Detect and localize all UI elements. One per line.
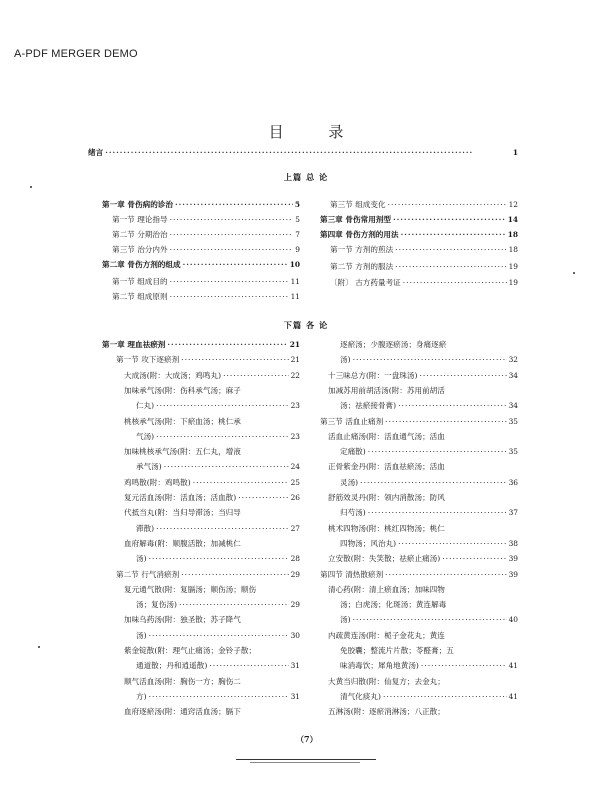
toc-entry-label: 定痛散) xyxy=(340,447,366,457)
toc-entry-label: 汤；复伤汤) xyxy=(136,600,177,610)
scan-speck xyxy=(30,186,32,188)
toc-entry xyxy=(320,660,518,671)
toc-entry-page: 22 xyxy=(290,370,300,380)
toc-entry-page: 24 xyxy=(290,462,300,472)
toc-entry xyxy=(320,477,518,488)
toc-entry-label: 复元活血汤(附：活血汤；活血散) xyxy=(124,493,237,502)
toc-entry-page: 10 xyxy=(289,260,300,269)
toc-entry-label: 第一节 方剂的煎法 xyxy=(330,245,394,254)
dot-leader xyxy=(238,492,288,503)
dot-leader xyxy=(167,339,287,350)
toc-entry xyxy=(320,214,518,225)
toc-entry-label: 桃核承气汤(附：下瘀血汤；桃仁承 xyxy=(124,416,241,426)
toc-entry-page: 18 xyxy=(508,245,518,254)
toc-entry-label: 滞散) xyxy=(136,523,155,533)
dot-leader xyxy=(395,261,506,272)
toc-entry-label: 大成汤(附：大成汤；鸡鸣丸) xyxy=(124,370,222,380)
dot-leader xyxy=(398,538,506,549)
toc-entry xyxy=(102,538,300,549)
toc-entry-label: 第一节 攻下逐瘀剂 xyxy=(116,355,180,365)
toc-entry xyxy=(102,691,300,702)
toc-entry-label: 内疏黄连汤(附：栀子金花丸；黄连 xyxy=(328,630,445,640)
toc-entry xyxy=(320,416,518,427)
toc-entry-label: 第一节 理论指导 xyxy=(112,215,168,224)
toc-entry-page: 12 xyxy=(508,200,518,209)
toc-entry-page: 41 xyxy=(508,691,518,701)
toc-entry-page: 29 xyxy=(290,600,300,610)
toc-entry-label: 十三味总方(附：一盘珠汤) xyxy=(328,370,418,380)
toc-entry-label: 第一节 组成目的 xyxy=(112,277,168,286)
toc-entry-label: 汤) xyxy=(136,554,147,564)
toc-entry-label: 第四节 清热散瘀剂 xyxy=(320,569,384,579)
toc-entry-page: 39 xyxy=(508,569,518,579)
toc-entry xyxy=(320,354,518,365)
toc-entry-label: 第一章 骨伤病的诊治 xyxy=(102,200,173,209)
toc-entry-label: 方) xyxy=(136,691,147,701)
dot-leader xyxy=(223,370,289,381)
dot-leader xyxy=(398,400,506,411)
toc-entry-page: 37 xyxy=(508,508,518,518)
toc-entry-page: 19 xyxy=(508,278,518,287)
toc-entry xyxy=(102,599,300,610)
toc-entry-label: 灵汤) xyxy=(340,477,359,487)
toc-entry xyxy=(102,523,300,534)
dot-leader xyxy=(170,214,294,225)
toc-entry-label: 〔附〕 古方药量考证 xyxy=(330,278,401,287)
dot-leader xyxy=(149,630,289,641)
dot-leader xyxy=(149,553,289,564)
toc-entry xyxy=(102,569,300,580)
toc-entry xyxy=(102,630,300,641)
toc-entry-label: 四物汤；风治丸) xyxy=(340,538,397,548)
toc-entry-label: 汤) xyxy=(340,355,351,365)
dot-leader xyxy=(170,229,294,240)
dot-leader xyxy=(193,477,289,488)
toc-entry xyxy=(320,446,518,457)
toc-entry xyxy=(102,553,300,564)
scan-speck xyxy=(38,646,40,648)
toc-entry-label: 第二节 行气消瘀剂 xyxy=(116,569,180,579)
toc-entry xyxy=(320,339,518,350)
toc-entry-label: 五淋汤(附：逐瘀消淋汤；八正散； xyxy=(328,707,445,717)
toc-entry-label: 第三章 骨伤常用剂型 xyxy=(320,215,391,224)
toc-entry-label: 舒筋效灵丹(附：领内消散汤；防风 xyxy=(328,493,445,502)
dot-leader xyxy=(388,199,507,210)
dot-leader xyxy=(368,446,507,457)
toc-entry-page: 18 xyxy=(507,230,518,239)
toc-entry-label: 逐瘀汤；少腹逐瘀汤；身痛逐瘀 xyxy=(340,340,447,349)
toc-entry xyxy=(102,614,300,625)
toc-entry xyxy=(102,244,300,255)
toc-entry-label: 大黄当归散(附：仙复方；去金丸； xyxy=(328,676,445,686)
toc-entry xyxy=(320,400,518,411)
toc-entry-page: 21 xyxy=(290,355,300,365)
dot-leader xyxy=(170,291,289,302)
dot-leader xyxy=(353,614,507,625)
toc-entry-label: 加味桃核承气汤(附：五仁丸，增液 xyxy=(124,447,241,457)
toc-entry-label: 代抵当丸(附：当归导滞汤；当归导 xyxy=(124,508,241,518)
toc-entry-page: 28 xyxy=(290,554,300,564)
toc-entry xyxy=(102,446,300,457)
toc-entry xyxy=(102,259,300,270)
toc-entry-label: 正骨紫金丹(附：活血祛瘀汤；活血 xyxy=(328,462,445,472)
toc-entry xyxy=(320,244,518,255)
toc-entry xyxy=(102,660,300,671)
toc-entry-label: 通道散；丹和逍遥散) xyxy=(136,661,208,671)
toc-entry-page: 31 xyxy=(290,661,300,671)
page-title: 目 录 xyxy=(268,123,364,141)
dot-leader xyxy=(181,569,288,580)
toc-entry-label: 加味乌药汤(附：独圣散；苏子降气 xyxy=(124,615,241,625)
footer-rule-2 xyxy=(250,762,360,763)
toc-entry-page: 31 xyxy=(290,691,300,701)
toc-entry-page: 11 xyxy=(290,292,300,301)
toc-entry xyxy=(102,492,300,503)
dot-leader xyxy=(442,553,506,564)
toc-entry-page: 14 xyxy=(507,215,518,224)
toc-entry-label: 归芍汤) xyxy=(340,508,366,518)
toc-entry-label: 第四章 骨伤方剂的用法 xyxy=(320,230,399,239)
toc-entry xyxy=(102,370,300,381)
toc-entry-label: 紫金锭散(附：理气止痛汤；金铃子散； xyxy=(124,646,257,655)
toc-entry-label: 第一章 理血祛瘀剂 xyxy=(102,340,166,349)
dot-leader xyxy=(175,199,293,210)
toc-entry xyxy=(320,569,518,580)
toc-entry xyxy=(102,214,300,225)
toc-entry-label: 第二节 组成原则 xyxy=(112,292,168,301)
dot-leader xyxy=(385,416,506,427)
toc-entry-page: 23 xyxy=(290,431,300,441)
dot-leader xyxy=(156,523,288,534)
toc-entry-page: 19 xyxy=(508,262,518,271)
dot-leader xyxy=(401,229,506,240)
toc-entry-label: 汤；祛瘀接骨膏) xyxy=(340,401,397,411)
toc-entry xyxy=(320,385,518,396)
dot-leader xyxy=(395,244,506,255)
toc-entry-label: 第二章 骨伤方剂的组成 xyxy=(102,260,181,269)
dot-leader xyxy=(170,244,294,255)
toc-entry xyxy=(320,706,518,717)
toc-entry xyxy=(320,277,518,288)
toc-entry-label: 清气化痰丸) xyxy=(340,691,381,701)
toc-entry-page: 5 xyxy=(295,215,300,224)
dot-leader xyxy=(209,660,288,671)
toc-entry-label: 第二节 分期治治 xyxy=(112,230,168,239)
toc-entry-page: 41 xyxy=(508,661,518,671)
dot-leader xyxy=(183,259,288,270)
toc-entry xyxy=(102,645,300,656)
toc-entry xyxy=(320,199,518,210)
toc-entry xyxy=(102,229,300,240)
toc-entry xyxy=(102,385,300,396)
dot-leader xyxy=(419,370,506,381)
toc-entry xyxy=(88,147,518,158)
toc-entry xyxy=(320,370,518,381)
toc-entry-label: 活血止痛汤(附：活血通气汤；活血 xyxy=(328,431,445,441)
toc-entry-page: 40 xyxy=(508,615,518,625)
toc-entry-label: 顺气活血汤(附：胸伤一方；胸伤二 xyxy=(124,676,241,686)
dot-leader xyxy=(156,431,288,442)
toc-entry xyxy=(320,645,518,656)
toc-entry-label: 第三节 组成变化 xyxy=(330,200,386,209)
toc-entry-label: 复元通气散(附：复膈汤；顺伤汤；顺伤 xyxy=(124,584,257,594)
dot-leader xyxy=(105,147,511,158)
toc-entry-label: 第三节 活血止痛剂 xyxy=(320,416,384,426)
toc-entry-label: 承气汤) xyxy=(136,462,162,472)
dot-leader xyxy=(149,691,289,702)
toc-entry xyxy=(102,354,300,365)
toc-entry xyxy=(320,584,518,595)
toc-entry xyxy=(102,416,300,427)
toc-entry-page: 7 xyxy=(295,230,300,239)
toc-entry-label: 血府逐瘀汤(附：通窍活血汤；膈下 xyxy=(124,707,241,717)
toc-entry-page: 9 xyxy=(295,245,300,254)
toc-entry-page: 29 xyxy=(290,569,300,579)
page-folio: （7） xyxy=(296,734,318,744)
toc-entry-label: 汤；白虎汤；化斑汤；黄连解毒 xyxy=(340,600,447,610)
dot-leader xyxy=(368,507,507,518)
toc-entry xyxy=(102,507,300,518)
toc-entry-label: 汤) xyxy=(340,615,351,625)
toc-entry xyxy=(102,477,300,488)
toc-entry-label: 味消毒饮；犀角地黄汤) xyxy=(340,661,419,671)
toc-entry xyxy=(320,492,518,503)
scan-speck xyxy=(573,272,575,274)
toc-entry-page: 21 xyxy=(289,340,300,349)
toc-entry-label: 仁丸) xyxy=(136,401,155,411)
watermark-text: A-PDF MERGER DEMO xyxy=(14,48,138,60)
toc-entry-page: 11 xyxy=(290,277,300,286)
toc-entry xyxy=(320,553,518,564)
toc-entry-label: 鸡鸣散(附：鸡鸣散) xyxy=(124,477,191,487)
toc-entry-page: 34 xyxy=(508,401,518,411)
toc-entry-label: 血府解毒(附：顺腹活散；加减桃仁 xyxy=(124,538,241,548)
toc-entry-label: 清心药(附：清上瘀血汤；加味四物 xyxy=(328,584,445,594)
toc-entry xyxy=(320,538,518,549)
toc-entry xyxy=(320,431,518,442)
footer-rule xyxy=(236,759,376,760)
toc-entry-label: 加减苏用前胡活汤(附：苏用前胡活 xyxy=(328,385,445,395)
toc-entry xyxy=(102,276,300,287)
toc-entry-label: 加味承气汤(附：伤科承气汤；麻子 xyxy=(124,385,241,395)
toc-entry xyxy=(102,199,300,210)
toc-entry-page: 23 xyxy=(290,401,300,411)
toc-entry xyxy=(320,630,518,641)
toc-entry xyxy=(102,461,300,472)
toc-entry-page: 35 xyxy=(508,447,518,457)
dot-leader xyxy=(353,354,507,365)
toc-entry xyxy=(320,614,518,625)
toc-entry xyxy=(320,507,518,518)
toc-entry xyxy=(320,599,518,610)
toc-entry-page: 5 xyxy=(294,200,300,209)
toc-entry-label: 第二节 方剂的服法 xyxy=(330,262,394,271)
dot-leader xyxy=(383,691,507,702)
toc-entry-label: 第三节 治分内外 xyxy=(112,245,168,254)
toc-entry-label: 绪言 xyxy=(88,148,104,157)
toc-entry xyxy=(102,584,300,595)
dot-leader xyxy=(156,400,288,411)
toc-entry xyxy=(320,229,518,240)
part-heading: 下篇 各 论 xyxy=(283,320,329,330)
toc-entry-page: 26 xyxy=(290,493,300,502)
toc-entry-page: 34 xyxy=(508,370,518,380)
toc-entry-page: 39 xyxy=(508,554,518,564)
toc-entry-label: 免胶囊；整流片片散；苓醛膏；五 xyxy=(340,646,454,655)
dot-leader xyxy=(403,277,507,288)
toc-entry xyxy=(102,431,300,442)
dot-leader xyxy=(179,599,289,610)
toc-entry xyxy=(102,676,300,687)
toc-entry-page: 36 xyxy=(508,477,518,487)
toc-entry-page: 1 xyxy=(512,148,518,157)
toc-entry-label: 气汤) xyxy=(136,431,155,441)
toc-entry-page: 30 xyxy=(290,630,300,640)
toc-entry xyxy=(320,523,518,534)
toc-entry-page: 25 xyxy=(290,477,300,487)
dot-leader xyxy=(181,354,288,365)
dot-leader xyxy=(360,477,506,488)
dot-leader xyxy=(421,660,507,671)
toc-entry-label: 汤) xyxy=(136,630,147,640)
toc-entry xyxy=(102,706,300,717)
toc-entry xyxy=(102,291,300,302)
toc-entry-page: 32 xyxy=(508,355,518,365)
toc-entry-page: 38 xyxy=(508,538,518,548)
dot-leader xyxy=(393,214,506,225)
toc-entry-page: 35 xyxy=(508,416,518,426)
dot-leader xyxy=(170,276,289,287)
part-heading: 上篇 总 论 xyxy=(283,172,329,182)
dot-leader xyxy=(385,569,506,580)
toc-entry-page: 27 xyxy=(290,523,300,533)
toc-entry xyxy=(102,400,300,411)
toc-entry-label: 桃术四物汤(附：桃红四物汤；桃仁 xyxy=(328,523,445,533)
toc-entry-label: 立安散(附：失笑散；祛瘀止痛汤) xyxy=(328,554,441,564)
toc-entry xyxy=(320,461,518,472)
toc-entry xyxy=(320,676,518,687)
toc-entry xyxy=(102,339,300,350)
toc-entry xyxy=(320,261,518,272)
dot-leader xyxy=(164,461,289,472)
toc-entry xyxy=(320,691,518,702)
